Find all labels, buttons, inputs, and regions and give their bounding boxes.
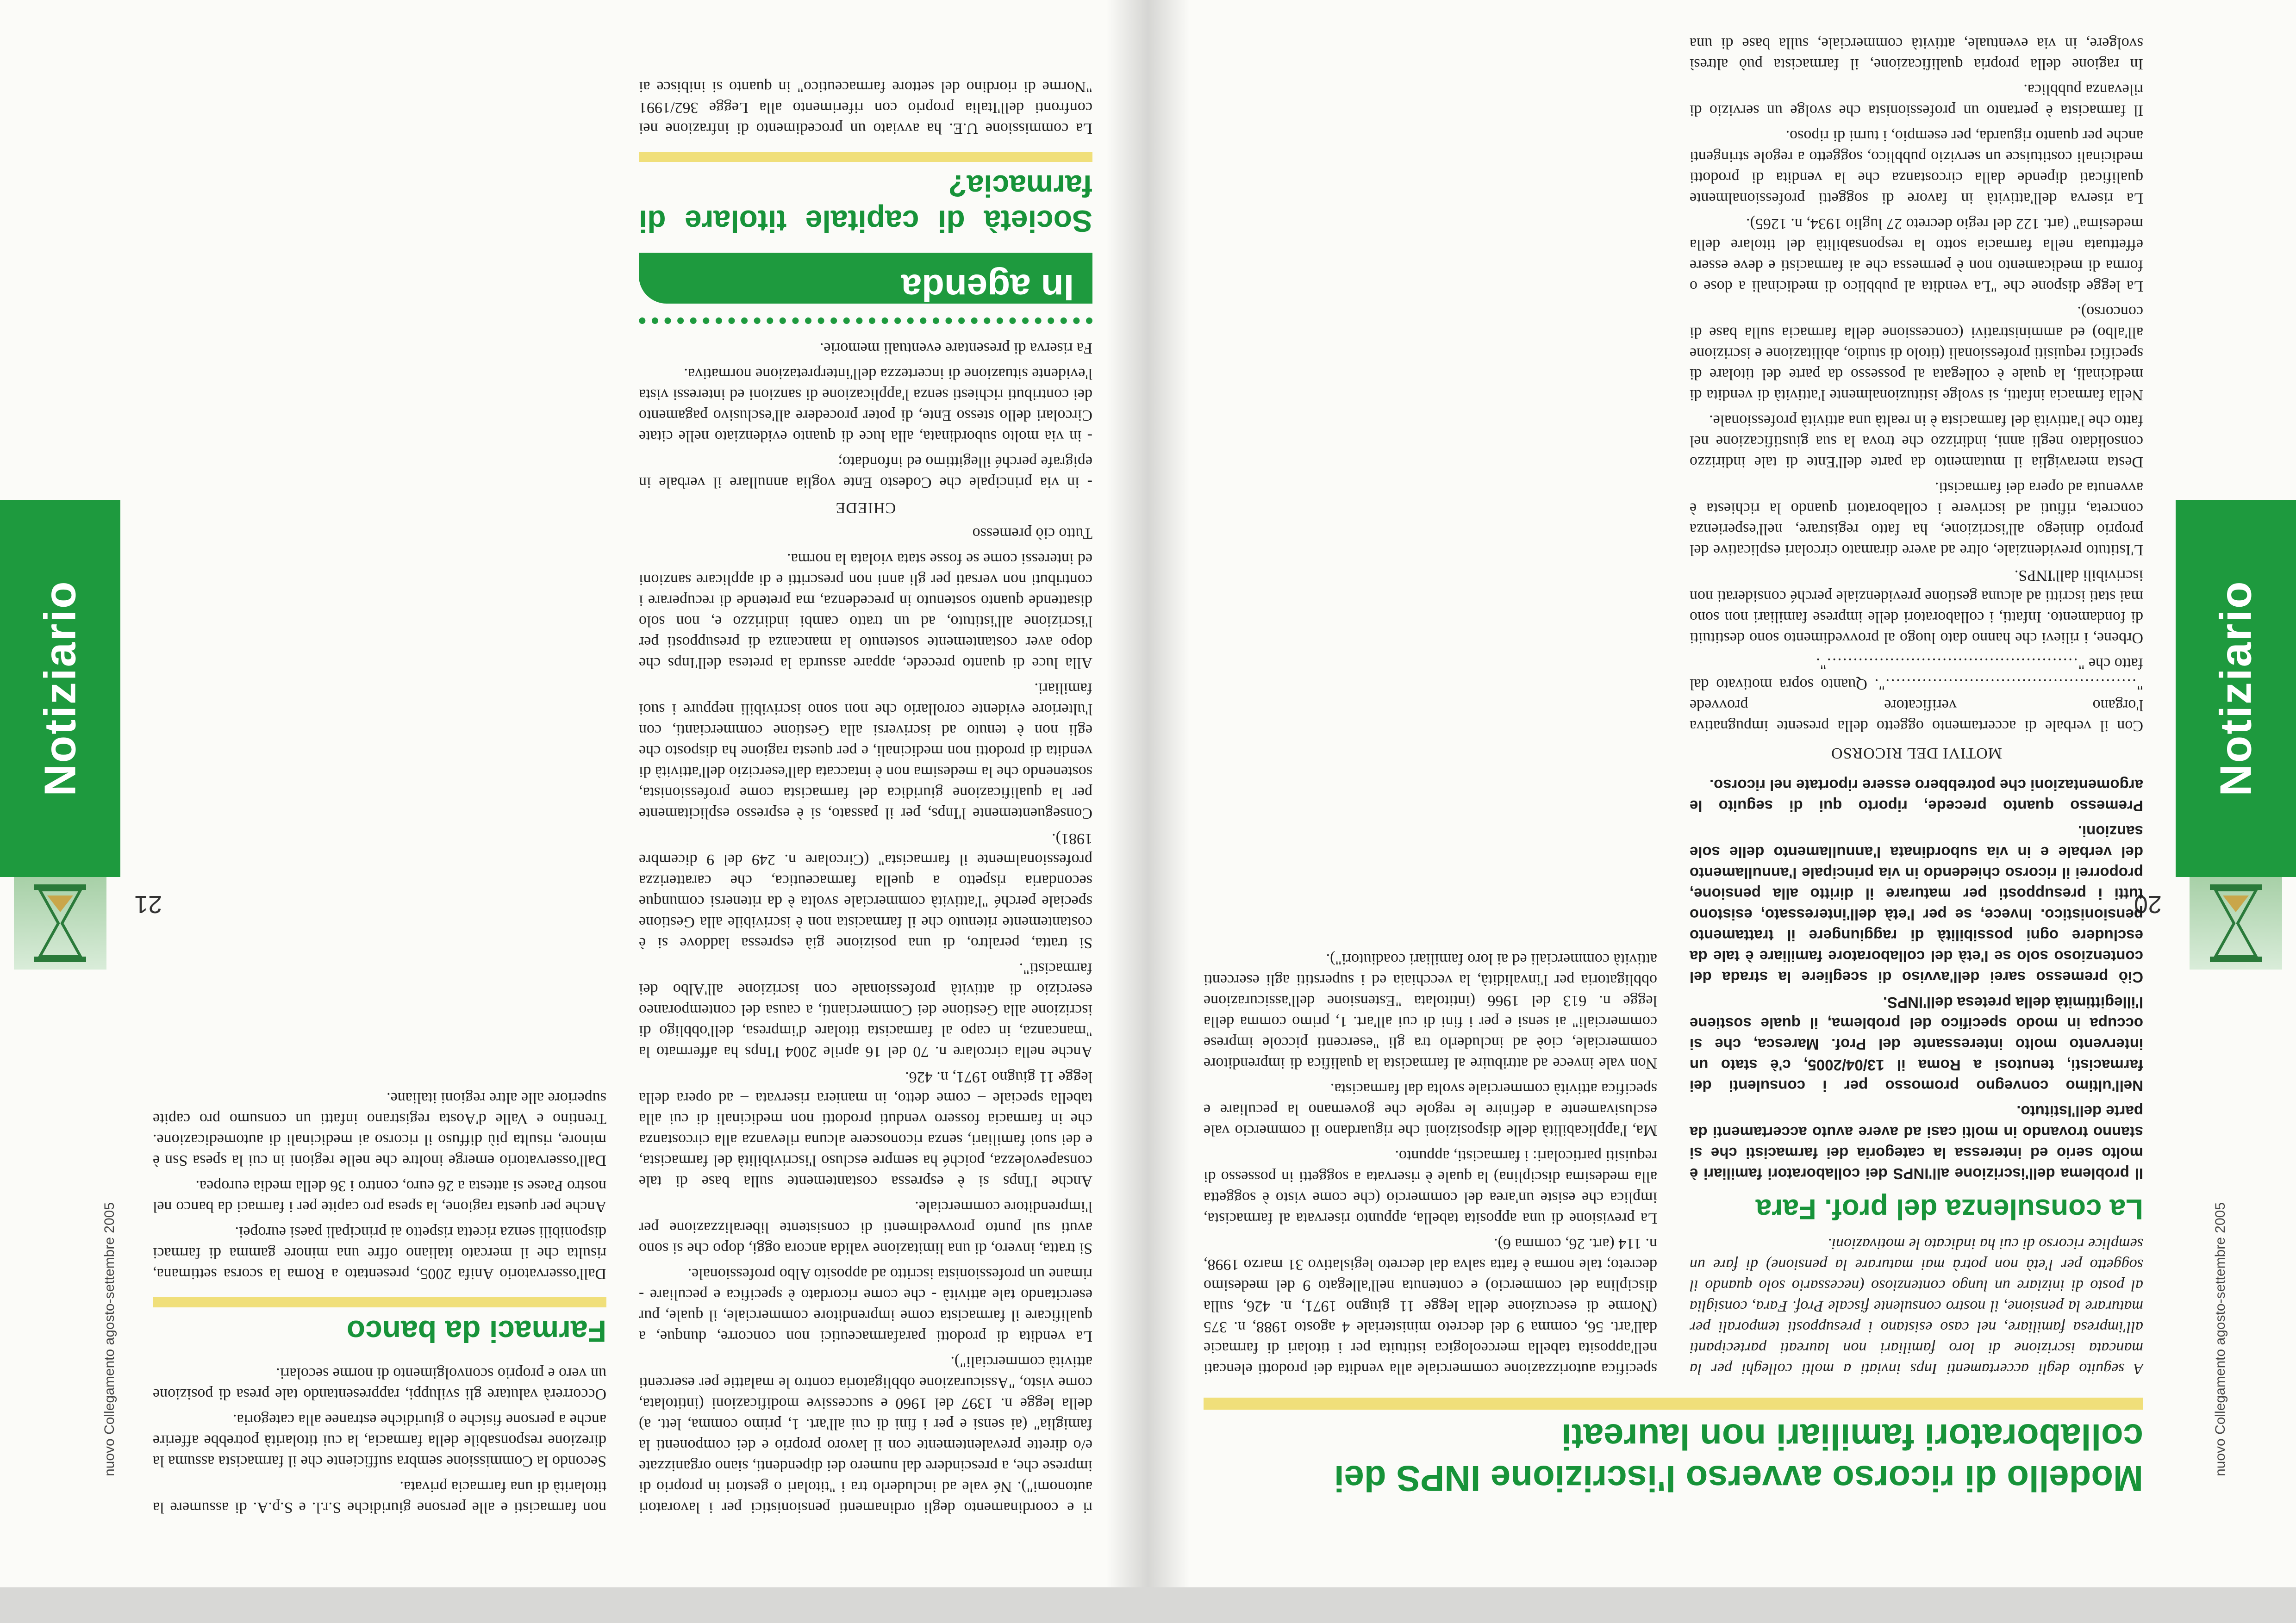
article-body — [1204, 14, 2143, 1379]
paragraph: Fa riserva di presentare eventuali memorie. — [819, 340, 1092, 357]
page-number: 20 — [2134, 890, 2162, 918]
section-tab — [2176, 500, 2296, 877]
article-subtitle: La consulenza del prof. Fara — [1755, 1193, 2143, 1225]
section-title-societa: Società di capitale titolare di farmacia? — [639, 169, 1092, 238]
paragraph: - in via principale che Codesto Ente voglia annullare il verbale in epigrafe perché illegittimo ed infondato; — [639, 453, 1092, 491]
agenda-banner — [639, 253, 1092, 308]
paragraph: Ma, l'applicabilità delle disposizioni che riguardano il commercio vale esclusivamente a definire le regole che governano la peculiare e specifica attività commerciale svolta dal farmacista. — [1204, 1080, 1657, 1139]
paragraph: Si tratta, invero, di una limitazione valida ancora oggi, dopo che si sono avuti sul punto provvedimenti di consistente liberalizzazione per l'imprenditore commerciale. — [639, 1198, 1092, 1257]
section-title-farmaci: Farmaci da banco — [346, 1314, 606, 1349]
paragraph: Anche per questa ragione, la spesa pro capite per i farmaci da banco nel nostro Paese si attesta a 26 euro, contro i 36 della media europea. — [153, 1177, 606, 1215]
paragraph: Il farmacista è pertanto un professionista che svolge un servizio di rilevanza pubblica. — [1690, 81, 2143, 119]
page-number: 21 — [134, 890, 162, 918]
paragraph: ri e coordinamento degli ordinamenti pensionistici per i lavoratori autonomi"). Né vale ad includerlo tra i "titolari o gestori in proprio di imprese che, a prescindere dal numero dei dipendenti, siano organizzate e/o dirette prevalentemente con il lavoro proprio e dei componenti la famiglia" (ai sensi e per i fini di cui all'art. 1, primo comma, lett. a) della legge n. 1397 del 1960 e successive modificazioni (intitolata, come visto, "Assicurazione obbligatoria contro le malattie per esercenti attività commerciali"). — [639, 1353, 1092, 1516]
paragraph: - in via molto subordinata, alla luce di quanto evidenziato nelle citate Circolari dello stesso Ente, di poter procedere all'esclusivo pagamento dei contributi richiesti senza l'applicazione di sanzioni ed interessi vista l'evidente situazione di incertezza dell'interpretazione normativa. — [639, 365, 1092, 445]
paragraph: Anche l'Inps si è espressa costantemente sulla base di tale consapevolezza, poiché ha sempre escluso l'iscrivibilità del farmacista, e dei suoi familiari, senza riconoscere alcuna rilevanza alla circostanza che in farmacia fossero venduti prodotti non medicinali di cui alla tabella speciale – come detto, in maniera riservata – ad opera della legge 11 giugno 1971, n. 426. — [639, 1069, 1092, 1190]
section-underline — [153, 1297, 606, 1307]
chiede-heading: CHIEDE — [835, 499, 896, 516]
paragraph: Secondo la Commissione sembra sufficiente che il farmacista assuma la direzione responsabile della farmacia, la cui titolarità potrebbe afferire anche a persone fisiche o giuridiche estranee alla categoria. — [153, 1411, 606, 1470]
hourglass-icon — [14, 877, 106, 970]
paragraph: Dall'osservatorio Anifa 2005, presentato a Roma la scorsa settimana, risulta che il mercato italiano offre una minore gamma di farmaci disponibili senza ricetta rispetto ai principali paesi europei. — [153, 1224, 606, 1282]
gutter-shadow — [1148, 0, 1190, 1587]
left-content — [1204, 37, 2143, 1518]
bold-paragraph: Premesso quanto precede, riporto qui di seguito le argomentazioni che potrebbero essere riportate nel ricorso. — [1690, 777, 2143, 815]
hourglass-icon — [2190, 877, 2282, 970]
paragraph: Con il verbale di accertamento oggetto della presente impugnativa l'organo verificatore provvede "…………………………………………". Quanto sopra motivato dal fatto che "…………………………………………". — [1690, 655, 2143, 734]
paragraph: Occorrerà valutare gli sviluppi, rappresentando tale presa di posizione un vero e proprio sconvolgimento di norme secolari. — [153, 1365, 606, 1403]
agenda-label: In agenda — [901, 267, 1074, 308]
paragraph: Conseguentemente l'Inps, per il passato, si è espresso esplicitamente per la qualificazione giuridica del farmacista come professionista, sostenendo che la medesima non è intaccata dall'esercizio dell'attività di vendita di prodotti non medicinali, e per questa ragione ha disposto che egli non è tenuto ad iscriversi alla Gestione commercianti, con l'ulteriore evidente corollario che non sono iscrivibili neppure i suoi familiari. — [639, 680, 1092, 822]
article-title: Modello di ricorso avverso l'iscrizione INPS dei collaboratori familiari non laureati — [1334, 1417, 2143, 1499]
paragraph: La legge dispone che "La vendita al pubblico di medicinali a dose o forma di medicamento non è permessa che ai farmacisti e deve essere effettuata nella farmacia sotto la responsabilità del titolare della medesima" (art. 122 del regio decreto 27 luglio 1934, n. 1265). — [1690, 215, 2143, 295]
paragraph: La vendita di prodotti parafarmaceutici non concorre, dunque, a qualificare il farmacista come imprenditore commerciale, il quale, pur esercitando tale attività - che come ricordato è specifica e peculiare - rimane un professionista iscritto ad apposito Albo professionale. — [639, 1265, 1092, 1345]
bold-paragraph: Il problema dell'iscrizione all'INPS dei collaboratori familiari è molto serio ed interessa la categoria dei farmacisti che si stanno trovando in molti casi ad avere avuto accertamenti da parte dell'Istituto. — [1690, 1103, 2143, 1182]
section-underline — [639, 152, 1092, 162]
paragraph: Tutto ciò premesso — [972, 525, 1092, 542]
article-lead: A seguito degli accertamenti Inps inviati a molti colleghi per la mancata iscrizione di loro familiari non laureati partecipanti all'impresa familiare, nel caso esistano i presupposti temporali per maturare la pensione, il nostro consulente fiscale Prof. Fara, consiglia al posto di iniziare un lungo contenzioso (necessario solo quando il soggetto per l'età non potrà mai maturare la pensione) di fare un semplice ricorso di cui ha indicato le motivazioni. — [1690, 1235, 2143, 1377]
title-underline — [1204, 1398, 2143, 1410]
section-tab-label: Notiziario — [35, 580, 85, 797]
scanner-edge — [0, 1587, 2296, 1623]
paragraph: La previsione di una apposita tabella, appunto riservata al farmacista, implica che esiste un'area del commercio (che come visto è soggetta alla medesima disciplina) la quale è riservata a soggetti in possesso di requisiti particolari: i farmacisti, appunto. — [1204, 1147, 1657, 1227]
paragraph: Dall'osservatorio emerge inoltre che nelle regioni in cui la spesa Ssn è minore, risulta più diffuso il ricorso ai medicinali di automedicazione. Trentino e Valle d'Aosta registrano infatti un consumo pro capite superiore alle altre regioni italiane. — [153, 1089, 606, 1169]
paragraph: L'Istituto previdenziale, oltre ad avere diramato circolari esplicative del proprio diniego all'iscrizione, ha fatto registrare, nell'esperienza concreta, rifiuti ad iscrivere i collaboratori quando la richiesta è avvenuta ad opera dei farmacisti. — [1690, 479, 2143, 559]
paragraph: Desta meraviglia il mutamento da parte dell'Ente di tale indirizzo consolidato negli anni, indirizzo che trova la sua giustificazione nel fatto che l'attività del farmacista è in realtà una attività professionale. — [1690, 412, 2143, 471]
bold-paragraph: Nell'ultimo convegno promosso per i consulenti dei farmacisti, tenutosi a Roma il 13/04/2005, c'è stato un intervento molto interessante del Prof. Maresca, che si occupa in modo specifico del problema, il quale sostiene l'illegittimità della pretesa dell'INPS. — [1690, 994, 2143, 1094]
paragraph: Si tratta, peraltro, di una posizione già espressa laddove si è costantemente ritenuto che il farmacista non è iscrivibile alla Gestione speciale perché "l'attività commerciale svolta è da ritenersi comunque secondaria rispetto a quella farmaceutica, che caratterizza professionalmente il farmacista" (Circolare n. 249 del 9 dicembre 1981). — [639, 830, 1092, 951]
paragraph: La commissione U.E. ha avviato un procedimento di infrazione nei confronti dell'Italia proprio con riferimento alla Legge 362/1991 "Norme di riordino del settore farmaceutico" in quanto si inibisce ai non farmacisti e alle persone giuridiche S.r.l. e S.p.A. di assumere la titolarità di una farmacia privata. — [153, 78, 1092, 1516]
paragraph: Nella farmacia infatti, si svolge istituzionalmente l'attività di vendita di medicinali, la quale è collegata al possesso da parte del titolare di specifici requisiti professionali (titolo di studio, abilitazione e iscrizione all'albo) ed amministrativi (concessione della farmacia sulla base di concorso). — [1690, 303, 2143, 404]
paragraph: Non vale invece ad attribuire al farmacista la qualifica di imprenditore commerciale, cioè ad includerlo tra gli "esercenti piccole imprese commerciali" ai sensi e per i fini di cui all'art. 1, primo comma della legge n. 613 del 1966 (intitolata "Estensione dell'assicurazione obbligatoria per l'invalidità, la vecchiaia ed i superstiti agli esercenti attività commerciali ed ai loro familiari coadiutori"). — [1204, 951, 1657, 1072]
motivi-heading: MOTIVI DEL RICORSO — [1831, 745, 2002, 762]
page-21 — [0, 0, 1148, 1587]
bold-paragraph: Ciò premesso sarei dell'avviso di scegliere la strada del contenzioso solo se l'età del collaboratore familiare è tale da escludere ogni possibilità di raggiungere il trattamento pensionistico. Invece, se per l'età dell'interessato, esistono tutti i presupposti per maturare il diritto alla pensione, proporrei il ricorso chiedendo in via principale l'annullamento del verbale e in via subordinata l'annullamento delle sole sanzioni. — [1690, 823, 2143, 986]
paragraph: Alla luce di quanto precede, appare assurda la pretesa dell'Inps che dopo aver costantemente sostenuto la mancanza di presupposti per l'iscrizione all'istituto, ad un tratto cambi indirizzo e, non solo disattende quanto sostenuto in precedenza, ma pretende di recuperare i contributi non versati per gli anni non prescritti e di applicare sanzioni ed interessi come se fosse stata violata la norma. — [639, 550, 1092, 672]
paragraph: Anche nella circolare n. 70 del 16 aprile 2004 l'Inps ha affermato la "mancanza, in capo al farmacista titolare d'impresa, dell'obbligo di iscrizione alla Gestione dei Commercianti, a causa del contemporaneo esercizio di attività professionale con iscrizione all'Albo dei farmacisti". — [639, 960, 1092, 1060]
page-20 — [1148, 0, 2296, 1587]
dotted-divider — [639, 317, 1092, 324]
right-body — [153, 60, 1092, 1518]
paragraph: La riserva dell'attività in favore di soggetti professionalmente qualificati dipende dalla circostanza che la vendita di prodotti medicinali costituisce un servizio pubblico, soggetto a regole stringenti anche per quanto riguarda, per esempio, i turni di riposo. — [1690, 127, 2143, 207]
paragraph: In ragione della propria qualificazione, il farmacista può altresì svolgere, in via eventuale, attività commerciale, sulla base di una specifica autorizzazione commerciale alla vendita dei prodotti elencati nell'apposita tabella merceologica istituita per i titolari di farmacie dall'art. 56, comma 9 del decreto ministeriale 4 agosto 1988, n. 375 (Norme di esecuzione della legge 11 giugno 1971, n. 426, sulla disciplina del commercio) e contenuta nell'allegato 9 del medesimo decreto; tale norma è fatta salva dal decreto legislativo 31 marzo 1998, n. 114 (art. 26, comma 6). — [1204, 35, 2143, 1377]
right-content — [153, 37, 1092, 1518]
gutter-shadow — [1106, 0, 1148, 1587]
running-head: nuovo Collegamento agosto-settembre 2005 — [2213, 1202, 2228, 1476]
running-head: nuovo Collegamento agosto-settembre 2005 — [102, 1202, 117, 1476]
section-tab-label: Notiziario — [2211, 580, 2260, 797]
section-tab — [0, 500, 120, 877]
paragraph: Orbene, i rilievi che hanno dato luogo al provvedimento sono destituiti di fondamento. Infatti, i collaboratori delle imprese familiari non sono mai stati iscritti ad alcuna gestione previdenziale perché considerati non iscrivibili dall'INPS. — [1690, 567, 2143, 647]
